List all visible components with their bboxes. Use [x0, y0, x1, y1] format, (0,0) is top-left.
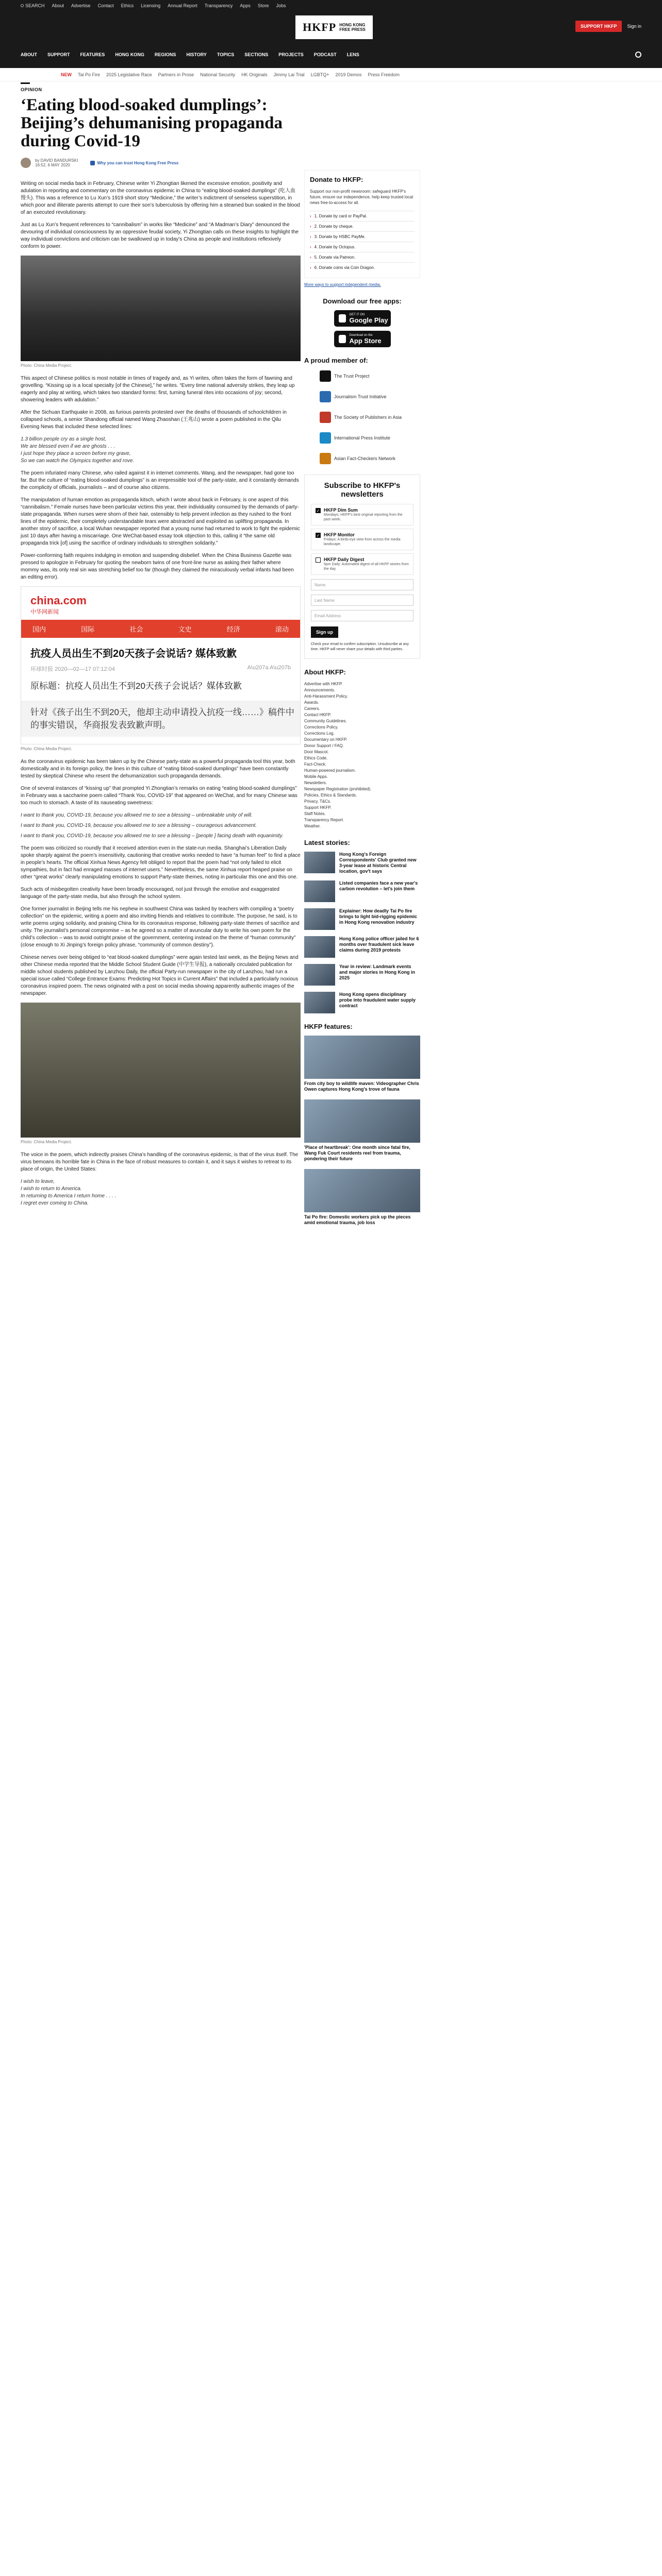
nav-hong-kong[interactable]: HONG KONG — [115, 52, 144, 57]
china-com-nav: 国内 国际 社会 文史 经济 滚动 — [21, 620, 300, 638]
newsletter-note: Check your email to confirm subscription. Unsubscribe at any time. HKFP will never share your details with third parties. — [311, 642, 409, 651]
play-store-icon — [339, 314, 346, 323]
poem-block: I wish to leave, I wish to return to America. In returning to America I return home . . . . I regret ever coming to China. — [21, 1179, 117, 1206]
trending-item[interactable]: Press Freedom — [368, 72, 400, 77]
paragraph: One of several instances of “kissing up” that prompted Yi Zhongtian’s remarks on eating “eating blood-soaked dumplings” in February was a saccharine poem called “Thank You, COVID-19” that appeared on WeChat, and for many Chinese was too much to stomach. A taste of its nauseating sweetness: — [21, 786, 297, 806]
donate-option[interactable]: › 6. Donate coins via Coin Dragon. — [310, 262, 415, 273]
china-com-logo: china.com — [30, 594, 87, 607]
newsletter-option[interactable]: HKFP Daily Digest 5pm Daily: Automated digest of all HKFP stories from the day. — [311, 553, 413, 575]
paragraph: The poem was criticized so roundly that it received attention even in the state-run media. Shanghai’s Liberation Daily spoke sharply against the poem’s insensitivity, cautioning that creative works needed to have “a human feel” to find a place in people’s hearts. The official Xinhua News Agency felt obliged to report that the poem had “not only failed to elicit sympathies, but in fact had enraged masses of internet users.” Nevertheless, the same Xinhua report heaped praise on other “great works” clearly manipulating emotions to support Party-state themes, noting in particular this one and this one. — [21, 845, 301, 880]
china-com-title: 抗疫人员出生不到20天孩子会说话? 媒体致歉 — [30, 648, 237, 659]
publish-date: 16:52, 6 MAY 2020 — [35, 163, 70, 167]
about-link[interactable]: Corrections Policy. — [304, 725, 339, 730]
about-link[interactable]: Awards. — [304, 700, 319, 705]
apps-heading: Download our free apps: — [323, 297, 402, 305]
story-thumbnail — [304, 880, 335, 902]
chevron-right-icon: › — [310, 224, 311, 229]
member-logo[interactable]: International Press Institute — [320, 431, 405, 445]
article-headline: ‘Eating blood-soaked dumplings’: Beijing’s dehumanising propaganda during Covid-19 — [21, 96, 283, 150]
about-link[interactable]: Donor Support / FAQ. — [304, 743, 344, 748]
about-link[interactable]: Support HKFP. — [304, 805, 332, 810]
about-link[interactable]: Door Mascot. — [304, 750, 329, 754]
login-link[interactable]: Sign in — [627, 24, 641, 29]
author-name[interactable]: by DAVID BANDURSKI — [35, 158, 78, 163]
trust-icon — [90, 161, 95, 165]
article — [21, 82, 301, 1212]
about-link[interactable]: Newsletters. — [304, 781, 327, 785]
newsletter-box — [304, 474, 420, 659]
latest-story[interactable]: Hong Kong opens disciplinary probe into fraudulent water supply contract — [304, 992, 420, 1013]
china-com-screenshot: china.com 中华网新闻 国内 国际 社会 文史 经济 滚动 抗疫人员出生不到20天孩子会说话? 媒体致歉 环球时报 2020—02—17 07:12:04 A\u207a A\u207b 原标题：抗疫人员出生不到20天孩子会说话？媒体致歉 针对《孩子出生不到20天，他却主动申请投入抗疫一线……》稿件中的事实错误，华商报发表致歉声明。 — [21, 586, 301, 744]
trending-bar — [0, 68, 662, 81]
latest-heading: Latest stories: — [304, 839, 350, 846]
util-search[interactable]: SEARCH — [21, 3, 45, 8]
story-thumbnail — [304, 992, 335, 1013]
last-name-field[interactable]: Last Name — [311, 595, 413, 606]
features-heading: HKFP features: — [304, 1023, 353, 1030]
paragraph: Power-conforming faith requires indulging in emotion and suspending disbelief. When the China Business Gazette was pressed to apologize in February for quoting the newborn twins of one front-line nurse as asking their father where mommy was, its only real sin was stretching belief too far (though they claimed the miraculously verbal infants had been an editing error). — [21, 553, 294, 580]
util-store[interactable]: Store — [257, 3, 269, 8]
donate-box — [304, 170, 420, 278]
donate-option[interactable]: › 5. Donate via Patreon. — [310, 252, 415, 262]
main-nav — [21, 52, 641, 58]
about-link[interactable]: Transparency Report. — [304, 818, 344, 822]
latest-story[interactable]: Hong Kong police officer jailed for 6 months over fraudulent sick leave claims during 2019 protests — [304, 936, 420, 958]
util-apps[interactable]: Apps — [240, 3, 251, 8]
checkbox-checked[interactable]: ✓ — [316, 508, 320, 513]
email-field[interactable]: Email Address — [311, 610, 413, 621]
byline — [21, 158, 301, 168]
google-play-button[interactable]: GET IT ON Google Play — [334, 310, 391, 327]
util-advertise[interactable]: Advertise — [71, 3, 91, 8]
author-avatar — [21, 158, 31, 168]
nav-topics[interactable]: TOPICS — [217, 52, 235, 57]
nav-projects[interactable]: PROJECTS — [278, 52, 304, 57]
newsletter-heading: Subscribe to HKFP's newsletters — [324, 481, 401, 499]
story-thumbnail — [304, 908, 335, 930]
trending-item[interactable]: 2025 Legislative Race — [106, 72, 152, 77]
about-link[interactable]: Ethics Code. — [304, 756, 328, 760]
trending-item[interactable]: Tai Po Fire — [78, 72, 101, 77]
chevron-right-icon: › — [310, 214, 311, 218]
nav-podcast[interactable]: PODCAST — [313, 52, 337, 57]
util-annual-report[interactable]: Annual Report — [168, 3, 197, 8]
paragraph: Chinese nerves over being obliged to “eat blood-soaked dumplings” were again tested last week, as the Beijing News and other Chinese media reported that the Middle School Student Guide (中学生导报), a nationally circulated publication for middle school students published by Lanzhou Daily, the official Party-run newspaper in the city of Lanzhou, had run a special issue called “College Entrance Exams: Predicting Hot Topics in Current Affairs” that included a particularly noxious coronavirus inspired poem. The news originated with a post on social media showing apparently authentic images of the newspaper. — [21, 955, 299, 996]
about-link[interactable]: Fact-Check. — [304, 762, 327, 767]
paragraph: This aspect of Chinese politics is most notable in times of tragedy and, as Yi writes, often takes the form of fawning and grovelling. “Kissing up is a local specialty [of the Chinese],” he writes. “Every time national adversity strikes, they leap up eagerly and play at writing, which takes two standard forms: first, turning funeral rites into occasions of joy; second, showering leaders with adulation.” — [21, 376, 295, 403]
paragraph: Writing on social media back in February, Chinese writer Yi Zhongtian likened the excessive emotion, positivity and adulation in reporting and commentary on the coronavirus epidemic in China to “eating blood-soaked dumplings” (吃人血馒头). This was a reference to Lu Xun’s 1919 short story “Medicine,” the writer’s indictment of senseless superstition, in which poor and illiterate parents attempt to cure their son’s tuberculosis by offering him a steamed bun soaked in the blood of an executed revolutionary. — [21, 181, 300, 215]
story-thumbnail — [304, 964, 335, 986]
latest-story[interactable]: Explainer: How deadly Tai Po fire brings to light bid-rigging epidemic in Hong Kong renovation industry — [304, 908, 420, 930]
paragraph: The poem infuriated many Chinese, who railed against it in internet comments. Wang, and the newspaper, had gone too far. But the culture of “eating blood-soaked dumplings” is an irrepressible tool of the party-state, and it constantly demands the complicity of officials, journalists – and of course also citizens. — [21, 470, 299, 490]
about-link[interactable]: Corrections Log. — [304, 731, 335, 736]
more-ways-link[interactable]: More ways to support independent media. — [304, 282, 381, 287]
nav-search-icon[interactable] — [635, 52, 641, 58]
chevron-right-icon: › — [310, 245, 311, 249]
about-link[interactable]: Community Guidelines. — [304, 719, 347, 723]
about-link[interactable]: Documentary on HKFP. — [304, 737, 347, 742]
donate-option[interactable]: › 2. Donate by cheque. — [310, 221, 415, 231]
nav-about[interactable]: ABOUT — [21, 52, 37, 57]
site-logo[interactable]: HKFP HONG KONG FREE PRESS — [295, 15, 373, 39]
about-link[interactable]: Anti-Harassment Policy. — [304, 694, 348, 699]
trending-item[interactable]: LGBTQ+ — [310, 72, 329, 77]
feature-story[interactable]: 'Place of heartbreak': One month since fatal fire, Wang Fuk Court residents reel from trauma, pondering their future — [304, 1099, 420, 1162]
trending-item[interactable]: 2019 Demos — [335, 72, 362, 77]
util-about[interactable]: About — [52, 3, 64, 8]
util-contact[interactable]: Contact — [97, 3, 114, 8]
paragraph: One former journalist in Beijing tells me his nephew in southwest China was tasked by teachers with compiling a “poetry collection” on the epidemic, writing a poem and also inviting friends and relatives to contribute. The purpose, he said, is to write poems urging solidarity, and praising China for its coronavirus response, following party-state themes of sacrifice and unity. The journalist’s personal compromise – as he agreed so a matter of avuncular duty to write his own poem for the child’s collection – was to avoid outright praise of the government, centering instead on the theme of “human community” (close enough to Xi Jinping’s foreign policy phrase, “community of common destiny”). — [21, 906, 300, 948]
about-link[interactable]: Careers. — [304, 706, 320, 711]
util-jobs[interactable]: Jobs — [276, 3, 286, 8]
util-ethics[interactable]: Ethics — [121, 3, 134, 8]
trending-label: NEW — [61, 72, 72, 77]
nav-support[interactable]: SUPPORT — [47, 52, 70, 57]
about-link[interactable]: Newspaper Registration (prohibited). — [304, 787, 372, 791]
search-icon — [21, 4, 24, 7]
article-photo-nurses — [21, 256, 301, 361]
first-name-field[interactable]: Name — [311, 579, 413, 590]
feature-story[interactable]: From city boy to wildlife maven: Videographer Chris Owen captures Hong Kong's trove of fauna — [304, 1036, 420, 1092]
member-logo[interactable]: Journalism Trust Initiative — [320, 390, 405, 403]
util-transparency[interactable]: Transparency — [204, 3, 233, 8]
member-logos — [304, 369, 420, 465]
trending-item[interactable]: National Security — [200, 72, 236, 77]
latest-story[interactable]: Hong Kong's Foreign Correspondents' Club granted new 3-year lease at historic Central location, gov't says — [304, 852, 420, 874]
nav-regions[interactable]: REGIONS — [154, 52, 176, 57]
chevron-right-icon: › — [310, 255, 311, 260]
paragraph: Just as Lu Xun’s frequent references to “cannibalism” in works like “Medicine” and “A Madman’s Diary” denounced the devouring of individual consciousness by an oppressive feudal society, Yi Zhongtian calls on these insights to highlight the way individual convictions and criticism can be swallowed up in today’s China as people and institutions reflexively conform to power. — [21, 222, 299, 249]
donate-option[interactable]: › 1. Donate by card or PayPal. — [310, 211, 415, 221]
latest-story[interactable]: Listed companies face a new year's carbon revolution – let's join them — [304, 880, 420, 902]
about-list — [304, 681, 420, 829]
about-link[interactable]: Human-powered journalism. — [304, 768, 356, 773]
photo-caption: Photo: China Media Project. — [21, 1140, 72, 1144]
proud-member-heading: A proud member of: — [304, 357, 368, 364]
trending-item[interactable]: Jimmy Lai Trial — [273, 72, 305, 77]
donate-option[interactable]: › 3. Donate by HSBC PayMe. — [310, 231, 415, 242]
trending-item[interactable]: HK Originals — [241, 72, 268, 77]
about-link[interactable]: Privacy, T&Cs. — [304, 799, 332, 804]
about-heading: About HKFP: — [304, 668, 346, 676]
chevron-right-icon: › — [310, 265, 311, 270]
latest-story[interactable]: Year in review: Landmark events and major stories in Hong Kong in 2025 — [304, 964, 420, 986]
site-header — [0, 11, 662, 68]
sidebar — [304, 170, 420, 1233]
donate-heading: Donate to HKFP: — [310, 176, 363, 183]
about-link[interactable]: Policies, Ethics & Standards. — [304, 793, 357, 798]
feature-thumbnail — [304, 1036, 420, 1079]
paragraph: As the coronavirus epidemic has been taken up by the Chinese party-state as a powerful propaganda tool this year, both domestically and in its foreign policy, the lines in this culture of “eating blood-soaked dumplings” have been constantly tested by skeptical Chinese who resent the dehumanization such propaganda demands. — [21, 759, 295, 779]
app-store-button[interactable]: Download on the App Store — [334, 331, 391, 347]
paragraph: The manipulation of human emotion as propaganda kitsch, which I wrote about back in February, is one aspect of this “cannibalism.” Female nurses have been particular victims this year, their individuality consumed by the demands of party-state propaganda. When nurses were shorn of their hair, ostensibly to help prevent infection as they rushed to the front lines of the epidemic, their completely understandable tears were abstracted and exploited as uplifting propaganda. In another story of sacrifice, a local Wuhan newspaper reported that a young nurse had returned to work to fight the epidemic just 10 days after having a miscarriage. One WeChat-based essay took objection to this, calling it “the same old propaganda trick [of] using the sacrifice of ordinary individuals to strengthen solidarity.” — [21, 497, 300, 546]
nav-features[interactable]: FEATURES — [80, 52, 105, 57]
article-photo-newspaper — [21, 1003, 301, 1138]
utility-bar — [0, 0, 662, 11]
why-trust-link[interactable]: Why you can trust Hong Kong Free Press — [90, 161, 178, 165]
donate-desc: Support our non-profit newsroom: safeguard HKFP's future, ensure our independence, help keep trusted local news free-to-access for all. — [310, 189, 413, 205]
newsletter-option[interactable]: ✓ HKFP Dim Sum Mondays: HKFP's best original reporting from the past week. — [311, 504, 413, 526]
story-thumbnail — [304, 852, 335, 873]
about-link[interactable]: Weather. — [304, 824, 321, 828]
trending-item[interactable]: Partners in Prose — [158, 72, 194, 77]
feature-thumbnail — [304, 1099, 420, 1143]
poem-block: 1.3 billion people cry as a single host, We are blessed even if we are ghosts . . . I just hope they place a screen before my grave, So we can watch the Olympics together and rove. — [21, 436, 135, 464]
section-tick — [21, 82, 30, 84]
donate-option[interactable]: › 4. Donate by Octopus. — [310, 242, 415, 252]
section-label[interactable]: OPINION — [21, 87, 42, 92]
member-logo[interactable]: Asian Fact-Checkers Network — [320, 452, 405, 465]
about-link[interactable]: Announcements. — [304, 688, 336, 692]
about-link[interactable]: Mobile Apps. — [304, 774, 328, 779]
member-logo[interactable]: The Society of Publishers in Asia — [320, 411, 405, 424]
feature-thumbnail — [304, 1169, 420, 1212]
signup-button[interactable]: Sign up — [311, 626, 338, 638]
nav-lens[interactable]: LENS — [346, 52, 359, 57]
story-thumbnail — [304, 936, 335, 958]
checkbox-checked[interactable]: ✓ — [316, 533, 320, 538]
poem-block: I want to thank you, COVID-19, because you allowed me to see a blessing – unbreakable unity of will. I want to thank you, COVID-19, because you allowed me to see a blessing – courageous advancement. I want to thank you, COVID-19, because you allowed me to see a blessing – [people ] facing death with equanimity. — [21, 812, 284, 839]
nav-sections[interactable]: SECTIONS — [244, 52, 269, 57]
nav-history[interactable]: HISTORY — [186, 52, 207, 57]
feature-story[interactable]: Tai Po fire: Domestic workers pick up the pieces amid emotional trauma, job loss — [304, 1169, 420, 1226]
newsletter-option[interactable]: ✓ HKFP Monitor Fridays: A birds-eye view from across the media landscape. — [311, 529, 413, 550]
paragraph: Such acts of misbegotten creativity have been broadly encouraged, not just through the emotive and exaggerated language of the party-state media, but also through the school system. — [21, 887, 279, 900]
about-link[interactable]: Contact HKFP. — [304, 713, 332, 717]
support-hkfp-button[interactable]: SUPPORT HKFP — [575, 21, 622, 32]
about-link[interactable]: Staff Notes. — [304, 811, 326, 816]
checkbox-unchecked[interactable] — [316, 557, 321, 563]
member-logo[interactable]: The Trust Project — [320, 369, 405, 383]
photo-caption: Photo: China Media Project. — [21, 747, 72, 751]
paragraph: The voice in the poem, which indirectly praises China’s handling of the coronavirus epidemic, is that of the virus itself. The virus bemoans its horrible fate in China in the face of robust measures to contain it, and it says it wishes to retreat to its place of origin, the United States: — [21, 1152, 299, 1172]
photo-caption: Photo: China Media Project. — [21, 363, 72, 368]
about-link[interactable]: Advertise with HKFP. — [304, 682, 343, 686]
apple-icon — [339, 335, 346, 343]
paragraph: After the Sichuan Earthquake in 2008, as furious parents protested over the deaths of thousands of schoolchildren in collapsed schools, a senior Shandong official named Wang Zhaoshan (王兆山) wrote a poem published in the Qilu Evening News that included these selected lines: — [21, 410, 287, 430]
chevron-right-icon: › — [310, 234, 311, 239]
util-licensing[interactable]: Licensing — [141, 3, 161, 8]
